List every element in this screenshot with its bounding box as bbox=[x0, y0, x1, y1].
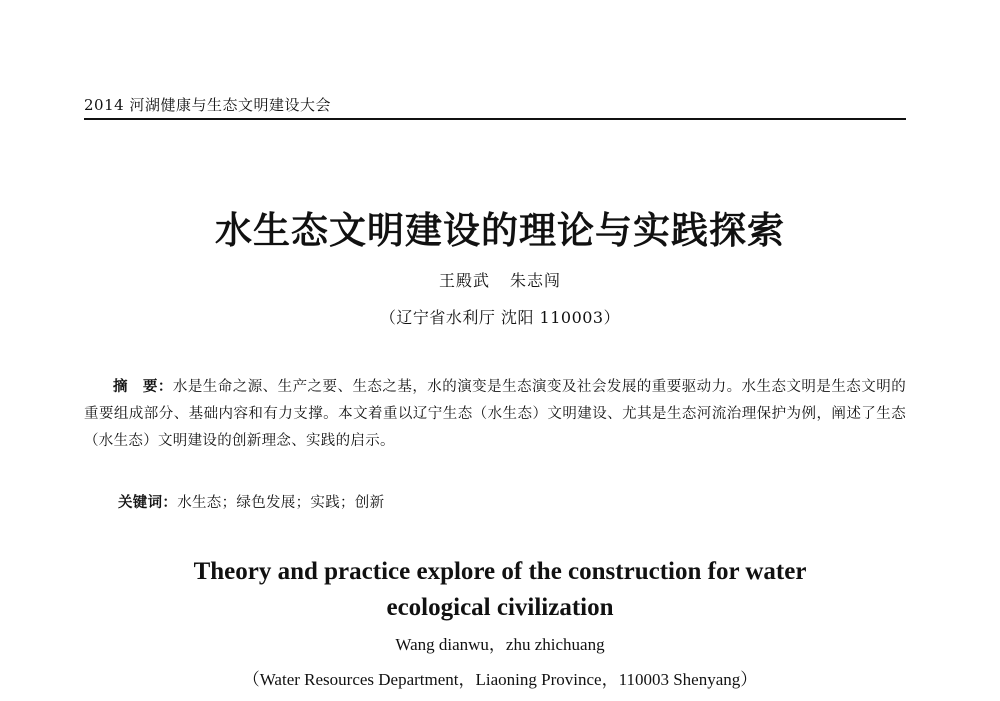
keywords-label: 关键词： bbox=[118, 495, 178, 511]
author-1: 王殿武 bbox=[438, 271, 490, 290]
keywords-text: 水生态；绿色发展；实践；创新 bbox=[177, 495, 385, 511]
keywords bbox=[118, 491, 384, 512]
header-rule bbox=[84, 118, 906, 120]
abstract-text: 水是生命之源、生产之要、生态之基，水的演变是生态演变及社会发展的重要驱动力。水生态文明是生态文明的重要组成部分、基础内容和有力支撑。本文着重以辽宁生态（水生态）文明建设、尤其是生态河流治理保护为例，阐述了生态（水生态）文明建设的创新理念、实践的启示。 bbox=[84, 379, 907, 449]
abstract bbox=[84, 374, 906, 455]
english-affiliation: （Water Resources Department，Liaoning Province，110003 Shenyang） bbox=[242, 670, 758, 689]
abstract-label: 摘 要： bbox=[113, 379, 173, 395]
english-title-line-2: ecological civilization bbox=[386, 594, 614, 621]
english-title bbox=[0, 554, 1000, 626]
running-header: 2014 河湖健康与生态文明建设大会 bbox=[84, 96, 331, 114]
chinese-affiliation: （辽宁省水利厅 沈阳 110003） bbox=[379, 308, 621, 327]
author-2: 朱志闯 bbox=[510, 271, 562, 290]
english-authors: Wang dianwu，zhu zhichuang bbox=[395, 635, 605, 654]
chinese-authors bbox=[0, 268, 1000, 291]
english-title-line-1: Theory and practice explore of the construction for water bbox=[193, 558, 807, 585]
chinese-title: 水生态文明建设的理论与实践探索 bbox=[215, 208, 785, 252]
